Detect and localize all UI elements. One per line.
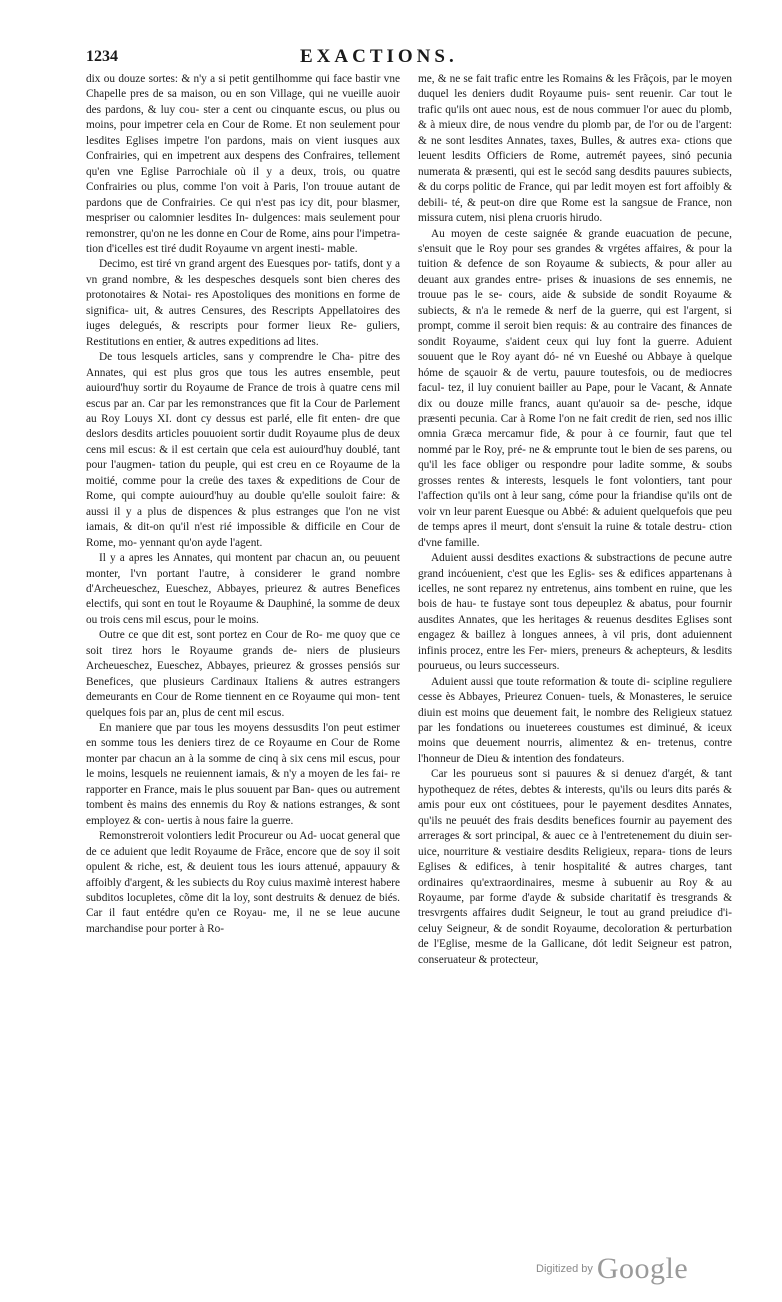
left-paragraph-3: De tous lesquels articles, sans y comprendre le Cha- pitre des Annates, qui est plus gros que tous les autres ensemble, peut auiourd'huy sortir du Royaume de France de trois à quatre cens mil escus par an. Car par les remonstrances que fit la Cour de Parlement au Roy Louys XI. dont cy dessus est parlé, elle fit enten- dre que deslors desdits articles pouuoient sortir dudit Royaume plus de deux cens mil escus: & il est certain que cela est auiourd'huy doublé, tant pour l'augmen- tation du peuple, qui est creu en ce Royaume de la moitié, comme pour la creüe des taxes & expeditions de Cour de Rome, qui compte auiourd'huy au double qu'elle souloit faire: & aussi il y a plus de dispences & plus estranges que l'on ne vist iamais, & dit-on qu'il n'est rié impossible & difficile en Cour de Rome, mo- yennant qu'on ayde l'agent. — [86, 351, 400, 549]
left-paragraph-5: Outre ce que dit est, sont portez en Cour de Ro- me quoy que ce soit tirez hors le Royaume grands de- niers de plusieurs Archeueschez, Eueschez, Abbayes, prieurez & grosses pensiós sur Benefices, que plusieurs Cardinaux Italiens & autres estrangers demeurants en Cour de Rome tiennent en ce Royaume qui mon- tent quelques fois par an, plus de cent mil escus. — [86, 629, 400, 719]
left-paragraph-7: Remonstreroit volontiers ledit Procureur ou Ad- uocat general que de ce aduient que ledit Royaume de Frãce, encore que de soy il soit opulent & riche, est, & deuient tous les iours attenué, appauury & affoibly d'argent, & les subiects du Roy cuius maximè interest habere subditos locupletes, cõme dit la loy, sont destruits & denuez de biés. Car il faut entédre qu'en ce Royau- me, il ne se leue aucune marchandise pour porter à Ro- — [86, 830, 400, 935]
left-column — [86, 72, 400, 1242]
right-paragraph-5: Car les pourueus sont si pauures & si denuez d'argét, & tant hypothequez de rétes, debtes & interests, qu'ils ou leurs dits parés & amis pour eux ont cóstituees, pour le payement desdites Annates, qu'ils ne peuuét des frais desdits benefices fournir au payement des arrerages & sort principal, & auec ce à l'entretenement du diuin ser- uice, nourriture & vestiaire desdits Religieux, repara- tions de leurs Eglises & edifices, à tenir hospitalité & autres charges, tant ordinaires qu'extraordinaires, mesme à subuenir au Roy & au Royaume, par forme d'ayde & subside charitatif ès tresgrands & tresvrgents affaires dudit Seigneur, le tout au grand preiudice d'i- celuy Seigneur, & de sondit Royaume, decoloration & perturbation de l'Eglise, mesme de la Gallicane, dót ledit Seigneur est patron, conseruateur & protecteur, — [418, 768, 732, 966]
right-paragraph-2: Au moyen de ceste saignée & grande euacuation de pecune, s'ensuit que le Roy pour ses grandes & vrgétes affaires, & pour la tuition & defence de son Royaume & subiects, & pour aller au deuant aux grandes entre- prises & inuasions de ses ennemis, ne trouue pas le se- cours, aide & subside de sondit Royaume & subiects, & n'a le remede & nerf de la guerre, qui est l'argent, si prompt, comme il seroit bien requis: & au contraire des finances de sondit Royaume, s'aident ceux qui luy font la guerre. Aduient souuent que le Roy ayant dó- né vn Eueshé ou Abbaye à quelque hóme de sçauoir & de vertu, pauure toutesfois, ou de mediocres facul- tez, il luy conuient bailler au Pape, pour le Vacant, & Annate dix ou douze mille francs, auant qu'auoir sa de- pesche, idque præsenti pecunia. Car à Rome l'on ne fait credit de rien, sed nos illic omnia Græca mercamur fide, & pour à ce fournir, faut que tel nommé par le Roy, pré- ne & emprunte tout le bien de ses parens, ou qu'il les face obliger ou respondre pour ladite somme, & soubs grosses rentes & interests, lesquels le font volontiers, tant pour l'affection qu'ils ont à leur sang, cóme pour la friandise qu'ils ont de voir vn leur parent Euesque ou Abbé: & aduient quelquefois que peu de temps apres il meurt, dont s'ensuit la ruine & totale destru- ction d'vne famille. — [418, 227, 732, 549]
right-paragraph-1: me, & ne se fait trafic entre les Romains & les Frãçois, par le moyen duquel les deniers dudit Royaume puis- sent reuenir. Car tout le trafic qu'ils ont auec nous, est de nous commuer l'or auec du plomb, & à mieux dire, de nous vendre du plomb par, de l'or ou de l'argent: & ne sont lesdites Annates, taxes, Bulles, & autres exa- ctions que leuent lesdits Officiers de Rome, autremét payees, sinó pecunia numerata & præsenti, qui est le secód sang desdits pauures subiects, & du corps politic de France, qui par ledit moyen est fort affoibly & debili- té, & peut-on dire que Rome est la sangsue de France, non missura cutem, nisi plena cruoris hirudo. — [418, 73, 732, 225]
page-header — [86, 46, 726, 70]
right-column — [418, 72, 732, 1242]
left-paragraph-6: En maniere que par tous les moyens dessusdits l'on peut estimer en somme tous les deniers tirez de ce Royaume en Cour de Rome monter par chacun an à la somme de cinq à six cens mil escus, pour le moins, lesquels ne reuiennent iamais, & n'y a moyen de les fai- re rapporter en France, mais le plus souuent par Ban- ques ou autrement tombent ès mains des ennemis du Roy & nations estranges, & sont employez & con- uertis à nous faire la guerre. — [86, 722, 400, 827]
left-paragraph-1: dix ou douze sortes: & n'y a si petit gentilhomme qui face bastir vne Chapelle pres de sa maison, ou en son Village, qui ne vueille auoir des pardons, & luy cou- ster a cent ou cinquante escus, ou plus ou moins, pour impetrer cela en Cour de Rome. Et non seulement pour lesdites Eglises impetre l'on pardons, mais on vient iusques aux Confrairies, qui en impetrent aux despens des Confraires, tellement qu'en vne Eglise Parrochiale où il y a deux, trois, ou quatre Confrairies ou plus, comme l'on voit à Paris, l'on trouue autant de pardons que de Confrairies. Ce qui n'est pas icy dit, pour blasmer, mespriser ou calomnier lesdites In- dulgences: mais seulement pour remonstrer, qu'on ne les donne en Cour de Rome, ains pour l'impetra- tion d'icelles est tiré dudit Royaume vn argent inesti- mable. — [86, 73, 400, 255]
google-logo: Google — [596, 1252, 689, 1285]
right-paragraph-4: Aduient aussi que toute reformation & toute di- scipline reguliere cesse ès Abbayes, Prieurez Conuen- tuels, & Monasteres, le seruice diuin est moins que deuement fait, le nombre des Religieux statuez par les fondations ou inueterees coustumes est diminué, & iceux moins que deuement nourris, alimentez & en- tretenus, contre l'honneur de Dieu & intention des fondateurs. — [418, 675, 732, 765]
digitized-watermark — [536, 1252, 688, 1288]
text-columns — [86, 72, 732, 1242]
left-paragraph-2: Decimo, est tiré vn grand argent des Euesques por- tatifs, dont y a vn grand nombre, & les despesches desquels sont bien cheres des protonotaires & Notai- res Apostoliques des monitions en forme de significa- uit, & autres Censures, des Rescripts Appellatoires des iuges delegués, & rescripts pour former lieux Re- guliers, Restitutions en entier, & autres expeditions ad lites. — [86, 258, 400, 348]
page-number: 1234 — [86, 48, 118, 65]
digitized-by-label: Digitized by — [536, 1263, 593, 1275]
column-gutter — [404, 72, 416, 1242]
right-paragraph-3: Aduient aussi desdites exactions & substractions de pecune autre grand incóuenient, c'est que les Eglis- ses & edifices appartenans à icelles, ne sont reparez ny entretenus, ains tombent en ruine, que les bois de hau- te fustaye sont tous depeuplez & abatus, pour fournir ausdites Annates, que les heritages & reuenus desdites Eglises sont engagez & baillez à longues annees, à vil pris, dont aduiennent infinis procez, entre les Fer- miers, preneurs & achepteurs, & lesdits pourueus, ou leurs successeurs. — [418, 552, 732, 673]
left-paragraph-4: Il y a apres les Annates, qui montent par chacun an, ou peuuent monter, l'vn portant l'autre, à considerer le grand nombre d'Archeueschez, Eueschez, Abbayes, prieurez & autres Benefices electifs, qui sont en tout le Royaume & Dauphiné, la somme de deux ou trois cens mil escus, pour le moins. — [86, 552, 400, 626]
running-title: EXACTIONS. — [300, 46, 458, 67]
